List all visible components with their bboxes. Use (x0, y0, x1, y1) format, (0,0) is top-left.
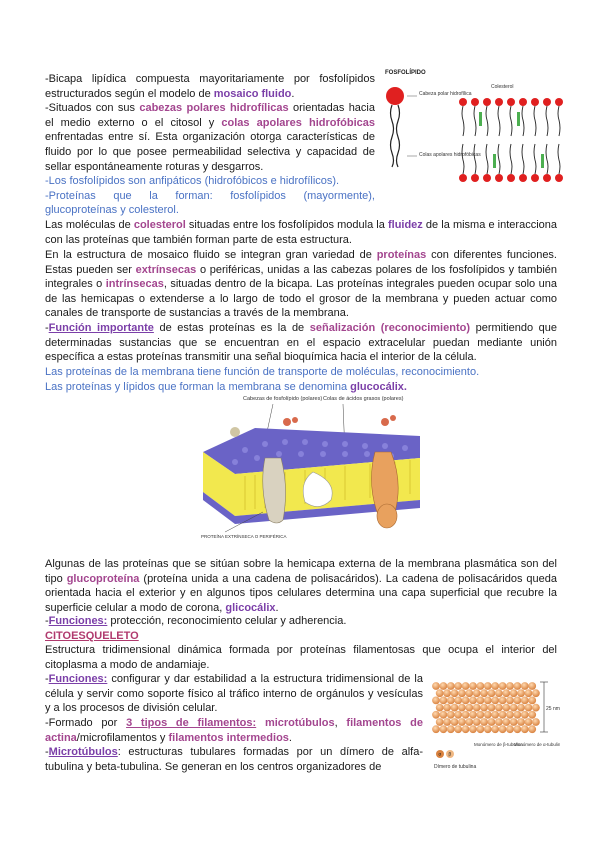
keyword-funciones-2: Funciones: (48, 673, 108, 685)
tubulin-subunit (488, 689, 496, 697)
tubulin-subunit (491, 711, 499, 719)
tubulin-subunit (521, 697, 529, 705)
tubulin-subunit (480, 718, 488, 726)
tubulin-subunit (528, 725, 536, 733)
tubulin-subunit (510, 704, 518, 712)
tubulin-subunit (488, 704, 496, 712)
tubulin-subunit (436, 718, 444, 726)
keyword-funcion-importante: Función importante (48, 322, 154, 334)
keyword-intrinsecas: intrínsecas (105, 278, 164, 291)
signaling-paragraph: -Función importante de estas proteínas es la de señalización (reconocimiento) permitiendo que determinadas sustancias que se encuentran en el espacio extracelular puedan mediante unión específica a estas proteínas transmitir una señal bioquímica hacia el interior de la célula. (45, 322, 557, 364)
tubulin-subunit (514, 697, 522, 705)
tails-label: Colas de ácidos grasos (polares) (323, 396, 404, 402)
tubulin-subunit (451, 718, 459, 726)
keyword-proteinas: proteínas (376, 249, 427, 261)
tubulin-subunit (532, 704, 540, 712)
keyword-glucoproteina: glucoproteína (66, 572, 140, 585)
beta-monomer-label: Monómero de β-tubulina (474, 742, 523, 747)
tubulin-subunit (514, 711, 522, 719)
tubulin-subunit (440, 725, 448, 733)
tubulin-subunit (477, 697, 485, 705)
tubulin-subunit (477, 711, 485, 719)
anfipaticos-line: -Los fosfolípidos son anfipáticos (hidrofóbicos e hidrofílicos). (45, 175, 340, 188)
tubulin-subunit (465, 689, 473, 697)
keyword-mosaico-fluido: mosaico fluido (213, 87, 292, 100)
membrane-svg (195, 392, 420, 547)
tubulin-subunit (499, 725, 507, 733)
tubulin-subunit (462, 682, 470, 690)
phospholipid-svg (383, 66, 565, 192)
tubulin-subunit (484, 725, 492, 733)
cholesterol-paragraph: Las moléculas de colesterol situadas entre los fosfolípidos modula la fluidez de la misma e interacciona con las proteínas que también forman parte de esta estructura. (45, 219, 557, 246)
tubulin-subunit (443, 689, 451, 697)
proteins-paragraph: En la estructura de mosaico fluido se integran gran variedad de proteínas con diferentes funciones. Estas pueden ser extrínsecas o periféricas, unidas a las cabezas polares de los fosfolípidos y también integrales o intrínsecas, situadas dentro de la bicapa. Las proteínas integrales pueden ocupar solo una de las hemicapas o extenderse a lo largo de todo el grosor de la membrana y pueden actuar como canales de transporte de sustancias a través de la membrana. (45, 249, 557, 320)
extrinsic-protein-top-left (230, 427, 240, 437)
tubulin-subunit (491, 682, 499, 690)
tubulin-subunit (521, 711, 529, 719)
tubulin-subunit (506, 725, 514, 733)
keyword-colesterol: colesterol (133, 219, 186, 231)
diameter-label: 25 nm (546, 706, 560, 712)
protein-label: PROTEÍNA EXTRÍNSECA O PERIFÉRICA (201, 534, 287, 539)
polar-head-icon (386, 87, 404, 105)
tubulin-subunit (469, 711, 477, 719)
filaments-paragraph: -Formado por 3 tipos de filamentos: microtúbulos, filamentos de actina/microfilamentos y filamentos intermedios. (45, 717, 423, 744)
tubulin-subunit (454, 697, 462, 705)
tubulin-subunit (469, 725, 477, 733)
bilayer-mini (459, 98, 563, 182)
tubulin-subunit (436, 704, 444, 712)
keyword-glucocalix: glucocálix. (350, 380, 407, 393)
tubulin-subunit (506, 697, 514, 705)
tubulin-subunit (440, 711, 448, 719)
keyword-fluidez: fluidez (387, 219, 423, 231)
svg-text:β: β (448, 751, 452, 757)
tubulin-subunit (521, 725, 529, 733)
tubulin-subunit (451, 704, 459, 712)
tubulin-subunit (462, 697, 470, 705)
cytoskeleton-functions-paragraph: -Funciones: configurar y dar estabilidad a la estructura tridimensional de la célula y servir como soporte físico al tráfico interno de orgánulos y vesículas y a los procesos de división celular. (45, 673, 423, 715)
tubulin-subunit (458, 689, 466, 697)
proteins-list-line: -Proteínas que la forman: fosfolípidos (mayormente), glucoproteínas y colesterol. (45, 189, 375, 217)
tubulin-subunit (488, 718, 496, 726)
tubulin-subunit (480, 689, 488, 697)
tubulin-subunit (528, 711, 536, 719)
tubulin-subunit (432, 697, 440, 705)
tubulin-subunit (443, 718, 451, 726)
cholesterol-label: Colesterol (491, 84, 514, 90)
dimer-label: Dímero de tubulina (434, 764, 477, 770)
tubulin-subunit (528, 697, 536, 705)
microtubules-paragraph: -Microtúbulos: estructuras tubulares formadas por un dímero de alfa-tubulina y beta-tubulina. Se generan en los centros organizadores de (45, 746, 423, 773)
tubulin-subunit (462, 711, 470, 719)
tubulin-subunit (473, 704, 481, 712)
tubulin-subunit (465, 718, 473, 726)
section-title-citoesqueleto: CITOESQUELETO (45, 630, 139, 642)
tubulin-subunit (525, 689, 533, 697)
tubulin-subunit (477, 682, 485, 690)
tubulin-subunit (521, 682, 529, 690)
tubulin-subunit (432, 725, 440, 733)
tubulin-subunit (447, 697, 455, 705)
tubulin-subunit (432, 682, 440, 690)
tubulin-subunit (514, 682, 522, 690)
keyword-microtubulos: microtúbulos (264, 717, 335, 729)
tubulin-subunit (443, 704, 451, 712)
heads-label: Cabezas de fosfolípido (polares) (243, 396, 323, 402)
keyword-extrinsecas: extrínsecas (135, 263, 197, 276)
keyword-glicocalix: glicocálix (225, 601, 276, 614)
tubulin-subunit (469, 697, 477, 705)
tubulin-subunit (447, 711, 455, 719)
tubulin-subunit (532, 689, 540, 697)
glycoprotein-paragraph: Algunas de las proteínas que se sitúan sobre la hemicapa externa de la membrana plasmática son del tipo glucoproteína (proteína unida a una cadena de polisacáridos). La cadena de polisacáridos queda orientada hacia el exterior y en algunos tipos celulares determina una capa superficial que recubre la superficie celular a modo de corona, glicocálix. (45, 558, 557, 614)
keyword-filamentos-intermedios: filamentos intermedios (168, 731, 289, 744)
keyword-senalizacion: señalización (reconocimiento) (309, 322, 470, 334)
tubulin-subunit (510, 689, 518, 697)
tail-label: Colas apolares hidrofóbicas (419, 152, 481, 158)
tubulin-subunit (499, 682, 507, 690)
tubulin-subunit (499, 711, 507, 719)
microtubule-figure (430, 676, 560, 776)
alpha-monomer-label: Monómero de α-tubulina (514, 742, 560, 747)
tubulin-subunit (502, 704, 510, 712)
glucocalix-paragraph: Las proteínas de la membrana tiene función de transporte de moléculas, reconocimiento. Las proteínas y lípidos que forman la membrana se denomina glucocálix. (45, 366, 480, 393)
keyword-colas-apolares: colas apolares hidrofóbicas (221, 116, 376, 129)
tubulin-subunit (473, 689, 481, 697)
tubulin-subunit (525, 704, 533, 712)
tubulin-subunit (484, 682, 492, 690)
keyword-funciones: Funciones: (48, 615, 108, 627)
tubulin-subunit (517, 704, 525, 712)
tail-right (397, 105, 400, 167)
svg-text:α: α (438, 751, 442, 757)
tubulin-subunit (495, 689, 503, 697)
peripheral-protein (377, 504, 397, 528)
tubulin-subunit (447, 682, 455, 690)
tubulin-subunit (440, 697, 448, 705)
tubulin-subunit (462, 725, 470, 733)
tubulin-subunit (454, 711, 462, 719)
tubulin-subunit (484, 697, 492, 705)
tubulin-subunit (517, 718, 525, 726)
tubulin-subunit (491, 697, 499, 705)
tubulin-subunit (477, 725, 485, 733)
tubulin-subunit (458, 718, 466, 726)
tubulin-subunit (447, 725, 455, 733)
tubulin-subunit (454, 682, 462, 690)
tubulin-subunit (502, 689, 510, 697)
tubulin-subunit (528, 682, 536, 690)
keyword-3-tipos: 3 tipos de filamentos: (126, 717, 257, 729)
phospholipid-figure (383, 66, 565, 192)
tubulin-subunit (491, 725, 499, 733)
tubulin-subunit (480, 704, 488, 712)
tubulin-subunit (495, 704, 503, 712)
bilayer-paragraph: -Bicapa lipídica compuesta mayoritariamente por fosfolípidos estructurados según el modelo de mosaico fluido. -Situados con sus cabezas polares hidrofílicas orientadas hacia el medio externo o el citosol y colas apolares hidrofóbicas enfrentadas entre sí. Esta organización otorga características de fluido por lo que posee permeabilidad selectiva y capacidad de sellar espontáneamente roturas y desgarros. -Los fosfolípidos son anfipáticos (hidrofóbicos e hidrofílicos). -Proteínas que la forman: fosfolípidos (mayormente), glucoproteínas y colesterol. (45, 73, 376, 217)
tubulin-subunit (525, 718, 533, 726)
tubulin-subunit (514, 725, 522, 733)
tubulin-subunit (506, 682, 514, 690)
tubulin-subunit (440, 682, 448, 690)
tubulin-subunit (484, 711, 492, 719)
tubulin-subunit (473, 718, 481, 726)
tubulin-subunit (432, 711, 440, 719)
tubulin-subunit (458, 704, 466, 712)
tail-left (391, 105, 394, 167)
keyword-microtubulos-2: Microtúbulos (48, 746, 118, 758)
tubulin-subunit (469, 682, 477, 690)
keyword-filamentos-actina: filamentos de actina (45, 717, 423, 744)
tubulin-subunit (510, 718, 518, 726)
tubulin-subunit (532, 718, 540, 726)
functions-line: -Funciones: protección, reconocimiento celular y adherencia. (45, 615, 347, 627)
head-label: Cabeza polar hidrofílica (419, 91, 472, 97)
tubulin-subunit (454, 725, 462, 733)
tubulin-subunit (465, 704, 473, 712)
tubulin-subunit (451, 689, 459, 697)
keyword-cabezas-polares: cabezas polares hidrofílicas (139, 102, 289, 115)
tubulin-subunit (499, 697, 507, 705)
tubulin-subunit (506, 711, 514, 719)
tubulin-subunit (517, 689, 525, 697)
tubulin-subunit (495, 718, 503, 726)
microtubule-body (432, 682, 540, 733)
phospholipid-title: FOSFOLÍPIDO (385, 70, 426, 76)
tubulin-subunit (436, 689, 444, 697)
membrane-figure (195, 392, 420, 547)
cytoskeleton-paragraph: Estructura tridimensional dinámica formada por proteínas filamentosas que ocupa el interior del citoplasma a modo de andamiaje. (45, 644, 557, 671)
microtubule-svg (430, 676, 560, 776)
tubulin-subunit (502, 718, 510, 726)
